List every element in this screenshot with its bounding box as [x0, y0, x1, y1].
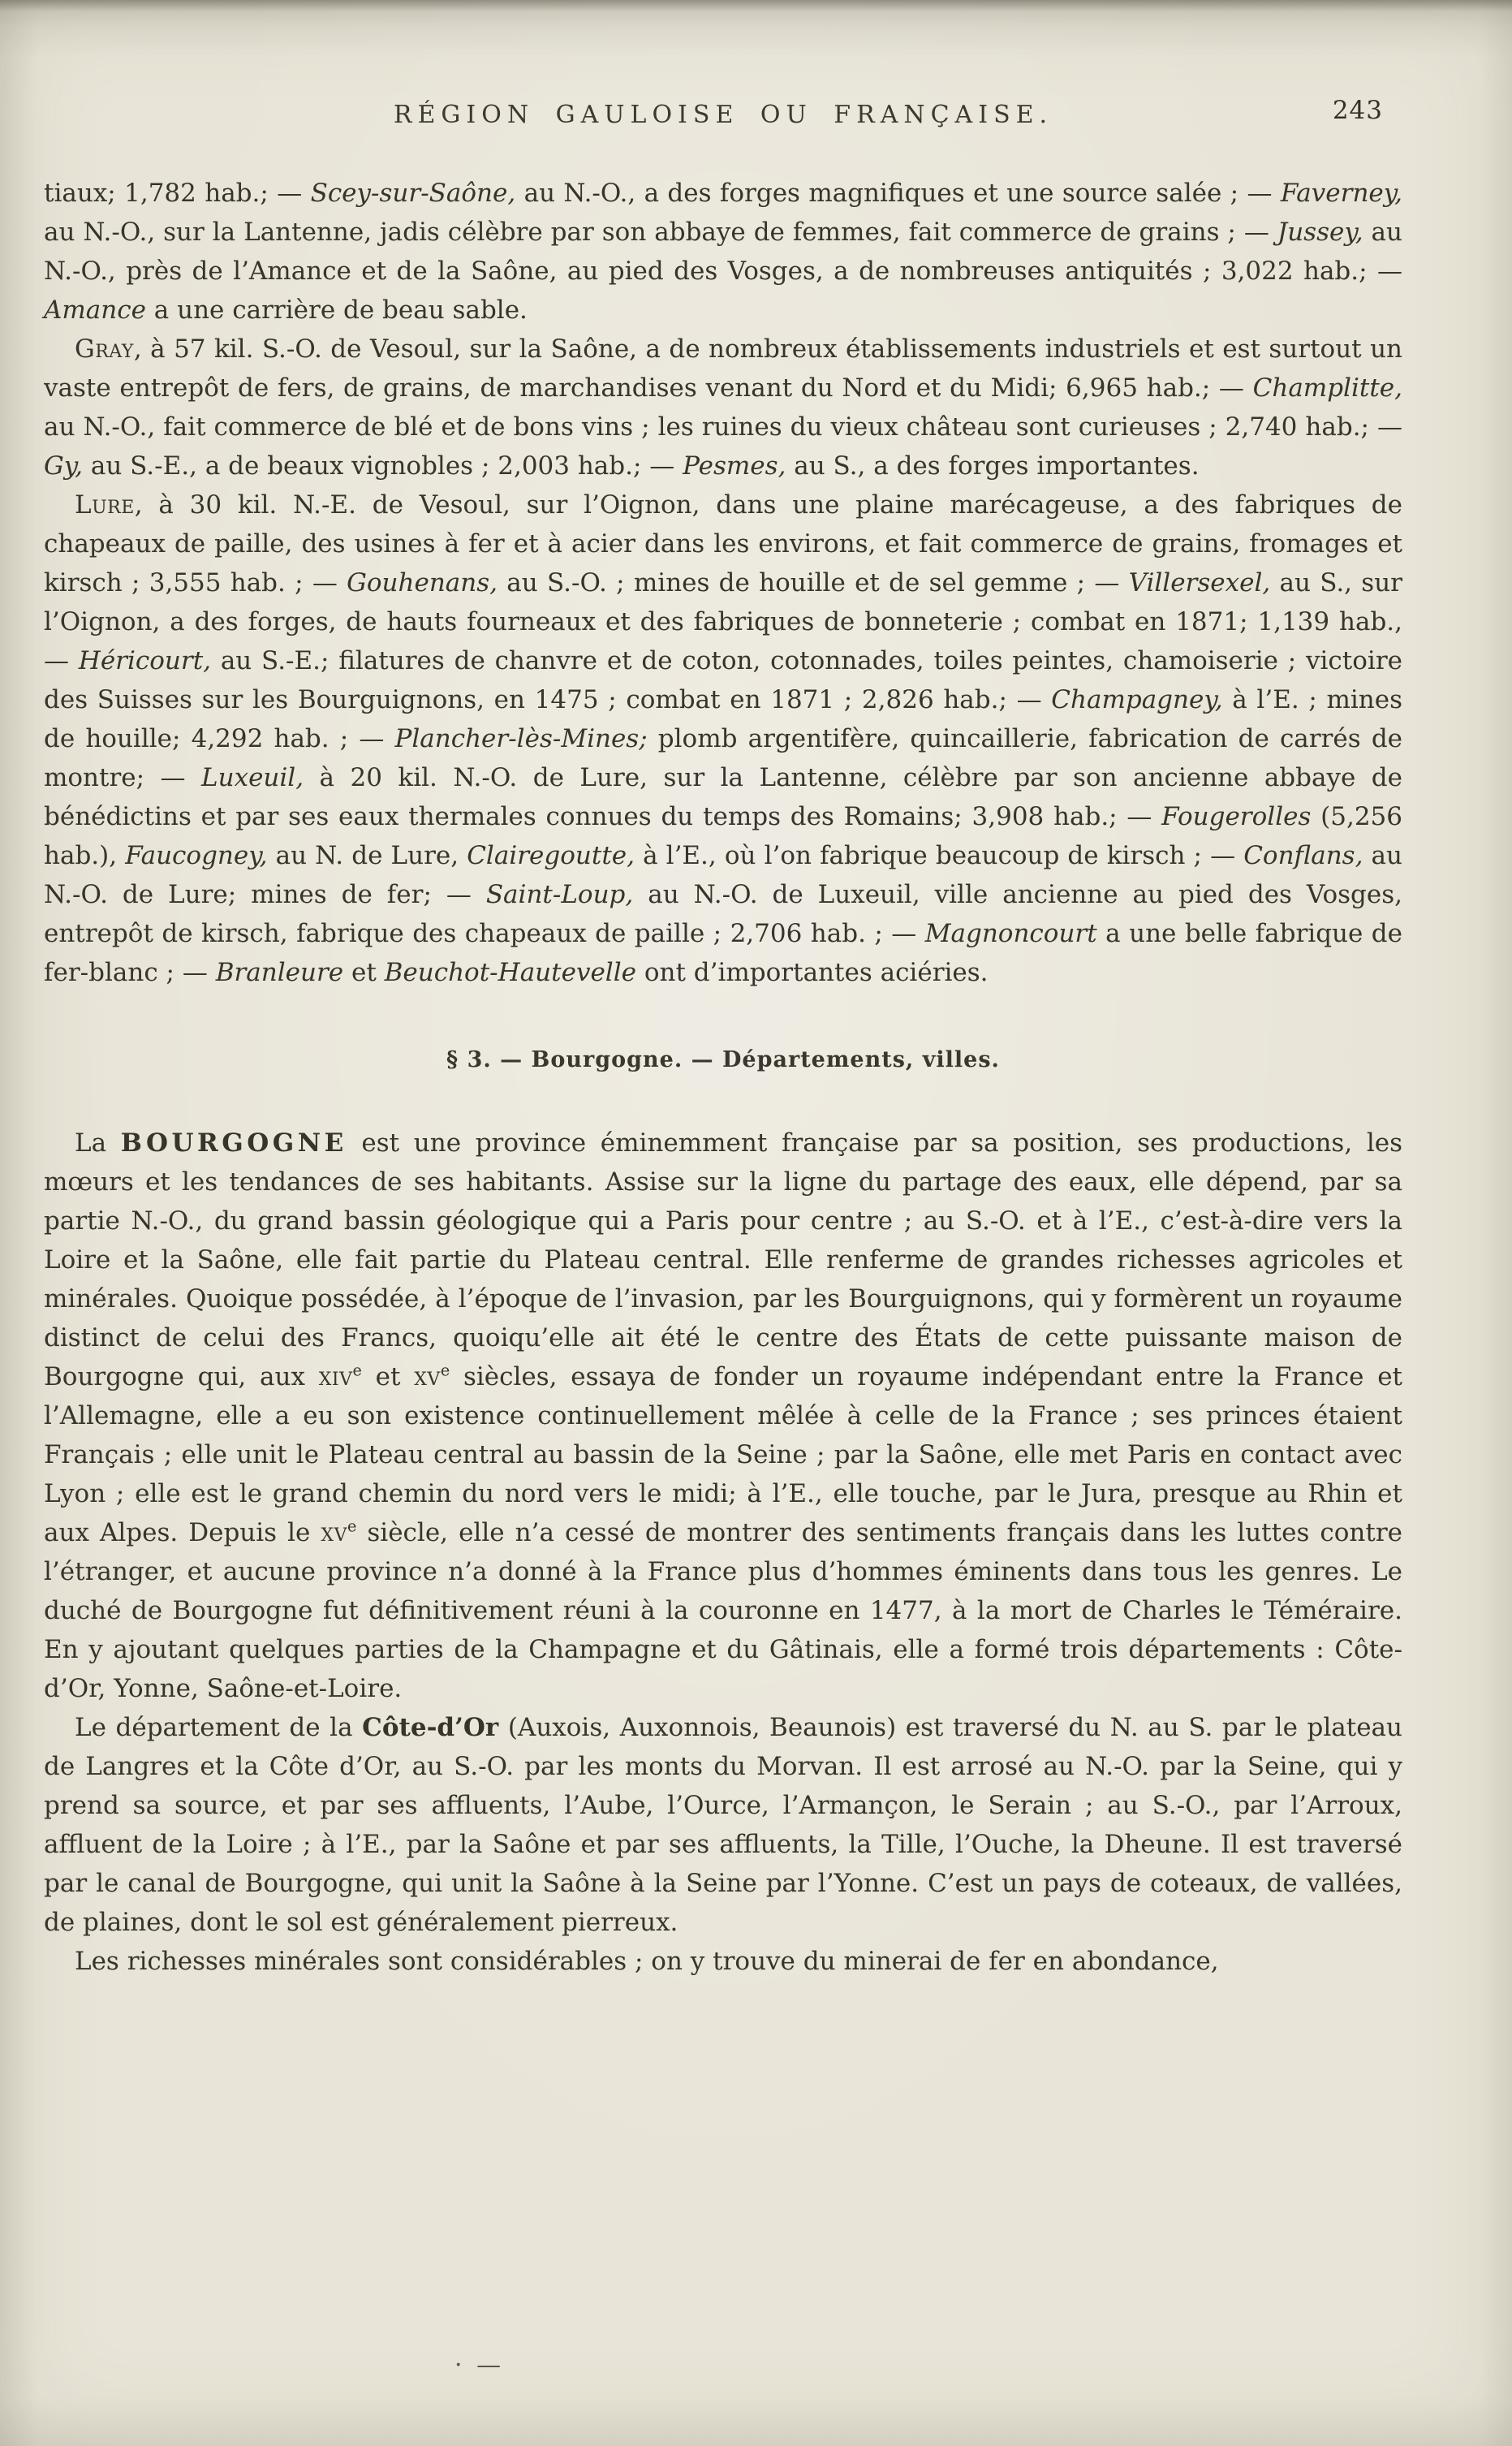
text-segment: , à 30 kil. N.-E. de Vesoul, sur l’Oignon, dans une plaine marécageuse, a des fabriques de chapeaux de paille, des usines à fer et à acier dans les environs, et fait commerce de grains, fromages et kirsch ; 3,555 hab. ; —	[44, 490, 1402, 597]
page-body	[44, 174, 1402, 1981]
text-segment: Plancher-lès-Mines;	[394, 724, 648, 753]
page-title: RÉGION GAULOISE OU FRANÇAISE.	[393, 101, 1053, 129]
text-segment: Lure	[75, 490, 135, 520]
text-segment: e	[347, 1516, 357, 1536]
text-segment: Les richesses minérales sont considérables ; on y trouve du minerai de fer en abondance,	[75, 1947, 1219, 1976]
text-segment: tiaux; 1,782 hab.; —	[44, 179, 311, 208]
text-segment: ont d’importantes aciéries.	[635, 958, 989, 987]
text-segment: xv	[414, 1362, 441, 1391]
text-segment: au S.-E., a de beaux vignobles ; 2,003 hab.; —	[83, 451, 683, 481]
text-segment: Champlitte,	[1252, 373, 1402, 403]
text-segment: Scey-sur-Saône,	[310, 179, 516, 208]
text-segment: Beuchot-Hautevelle	[384, 958, 636, 987]
text-segment: La	[75, 1128, 121, 1158]
text-segment: Faverney,	[1280, 179, 1403, 208]
text-segment: Amance	[44, 296, 146, 325]
text-segment: Héricourt,	[78, 646, 212, 675]
text-segment: e	[352, 1361, 362, 1380]
text-segment: xiv	[318, 1362, 353, 1391]
text-segment: Saint-Loup,	[485, 880, 634, 909]
section-heading: § 3. — Bourgogne. — Départements, villes.	[446, 1047, 1000, 1072]
text-segment: Gy,	[44, 451, 84, 481]
text-segment: Le département de la	[75, 1713, 363, 1742]
text-segment: au S.-O. ; mines de houille et de sel gemme ; —	[498, 568, 1129, 597]
text-segment: siècles, essaya de fonder un royaume indépendant entre la France et l’Allemagne, elle a eu son existence continuellement mêlée à celle de la France ; ses princes étaient Français ; elle unit le Plateau central au bassin de la Seine ; par la Saône, elle met Paris en contact avec Lyon ; elle est le grand chemin du nord vers le midi; à l’E., elle touche, par le Jura, presque au Rhin et aux Alpes. Depuis le	[44, 1362, 1402, 1547]
text-segment: xv	[321, 1518, 347, 1547]
page-number: 243	[1332, 96, 1383, 125]
text-segment: au N. de Lure,	[267, 841, 467, 870]
text-segment: est une province éminemment française par sa position, ses productions, les mœurs et les tendances de ses habitants. Assise sur la ligne du partage des eaux, elle dépend, par sa partie N.-O., du grand bassin géologique qui a Paris pour centre ; au S.-O. et à l’E., c’est-à-dire vers la Loire et la Saône, elle fait partie du Plateau central. Elle renferme de grandes richesses agricoles et minérales. Quoique possédée, à l’époque de l’invasion, par les Bourguignons, qui y formèrent un royaume distinct de celui des Francs, quoiqu’elle ait été le centre des États de cette puissante maison de Bourgogne qui, aux	[44, 1128, 1403, 1391]
text-segment: au N.-O., fait commerce de blé et de bons vins ; les ruines du vieux château sont curieuses ; 2,740 hab.; —	[44, 412, 1402, 442]
text-segment: a une belle fabrique de fer-blanc ; —	[44, 919, 1402, 987]
text-segment: à l’E. ; mines de houille; 4,292 hab. ; —	[44, 685, 1403, 753]
text-segment: (5,256 hab.),	[44, 802, 1402, 870]
paragraph	[44, 174, 1402, 330]
text-segment: Villersexel,	[1128, 568, 1271, 597]
text-segment: au N.-O., a des forges magnifiques et une source salée ; —	[515, 179, 1281, 208]
text-segment: Magnoncourt	[924, 919, 1097, 948]
text-segment: Côte-d’Or	[362, 1713, 499, 1742]
text-segment: Pesmes,	[683, 451, 786, 481]
text-segment: au S., sur l’Oignon, a des forges, de hauts fourneaux et des fabriques de bonneterie ; combat en 1871; 1,139 hab., —	[44, 568, 1402, 675]
text-segment: au S., a des forges importantes.	[786, 451, 1200, 481]
paragraph	[44, 485, 1402, 992]
running-header	[44, 96, 1402, 136]
text-segment: Clairegoutte,	[467, 841, 635, 870]
text-segment: à l’E., où l’on fabrique beaucoup de kirsch ; —	[634, 841, 1244, 870]
text-segment: Champagney,	[1051, 685, 1223, 714]
text-segment: et	[361, 1362, 415, 1391]
text-segment: au S.-E.; filatures de chanvre et de coton, cotonnades, toiles peintes, chamoiserie ; victoire des Suisses sur les Bourguignons, en 1475 ; combat en 1871 ; 2,826 hab.; —	[44, 646, 1402, 714]
text-segment: Fougerolles	[1161, 802, 1312, 831]
text-segment: au N.-O. de Luxeuil, ville ancienne au pied des Vosges, entrepôt de kirsch, fabrique des chapeaux de paille ; 2,706 hab. ; —	[44, 880, 1402, 948]
text-segment: au N.-O., près de l’Amance et de la Saône, au pied des Vosges, a de nombreuses antiquités ; 3,022 hab.; —	[44, 218, 1402, 286]
text-segment: au N.-O., sur la Lantenne, jadis célèbre par son abbaye de femmes, fait commerce de grains ; —	[44, 218, 1277, 247]
text-segment: au N.-O. de Lure; mines de fer; —	[44, 841, 1402, 909]
text-segment: (Auxois, Auxonnois, Beaunois) est traversé du N. au S. par le plateau de Langres et la Côte d’Or, au S.-O. par les monts du Morvan. Il est arrosé au N.-O. par la Seine, qui y prend sa source, et par ses affluents, l’Aube, l’Ource, l’Armançon, le Serain ; au S.-O., par l’Arroux, affluent de la Loire ; à l’E., par la Saône et par ses affluents, la Tille, l’Ouche, la Dheune. Il est traversé par le canal de Bourgogne, qui unit la Saône à la Seine par l’Yonne. C’est un pays de coteaux, de vallées, de plaines, dont le sol est généralement pierreux.	[44, 1713, 1402, 1937]
text-segment: e	[440, 1361, 450, 1380]
text-block	[44, 96, 1403, 1981]
paragraph	[44, 1708, 1402, 1942]
text-segment: Gray	[75, 334, 134, 364]
text-segment: Faucogney,	[125, 841, 268, 870]
text-segment: , à 57 kil. S.-O. de Vesoul, sur la Saône, a de nombreux établissements industriels et est surtout un vaste entrepôt de fers, de grains, de marchandises venant du Nord et du Midi; 6,965 hab.; —	[44, 334, 1402, 403]
text-segment: Conflans,	[1243, 841, 1363, 870]
paragraph	[44, 1124, 1402, 1708]
text-segment: à 20 kil. N.-O. de Lure, sur la Lantenne, célèbre par son ancienne abbaye de bénédictins et par ses eaux thermales connues du temps des Romains; 3,908 hab.; —	[44, 763, 1402, 831]
text-segment: et	[343, 958, 385, 987]
paragraph	[44, 1942, 1402, 1981]
paragraph	[44, 330, 1402, 485]
footer-ornament: · —	[454, 2351, 505, 2379]
text-segment: siècle, elle n’a cessé de montrer des sentiments français dans les luttes contre l’étranger, et aucune province n’a donné à la France plus d’hommes éminents dans tous les genres. Le duché de Bourgogne fut définitivement réuni à la couronne en 1477, à la mort de Charles le Téméraire. En y ajoutant quelques parties de la Champagne et du Gâtinais, elle a formé trois départements : Côte-d’Or, Yonne, Saône-et-Loire.	[44, 1518, 1402, 1703]
text-segment: a une carrière de beau sable.	[145, 296, 528, 325]
text-segment: Jussey,	[1277, 218, 1363, 247]
text-segment: Gouhenans,	[347, 568, 498, 597]
text-segment: BOURGOGNE	[120, 1128, 347, 1158]
text-segment: Luxeuil,	[201, 763, 304, 792]
text-segment: plomb argentifère, quincaillerie, fabrication de carrés de montre; —	[44, 724, 1403, 792]
text-segment: Branleure	[215, 958, 344, 987]
